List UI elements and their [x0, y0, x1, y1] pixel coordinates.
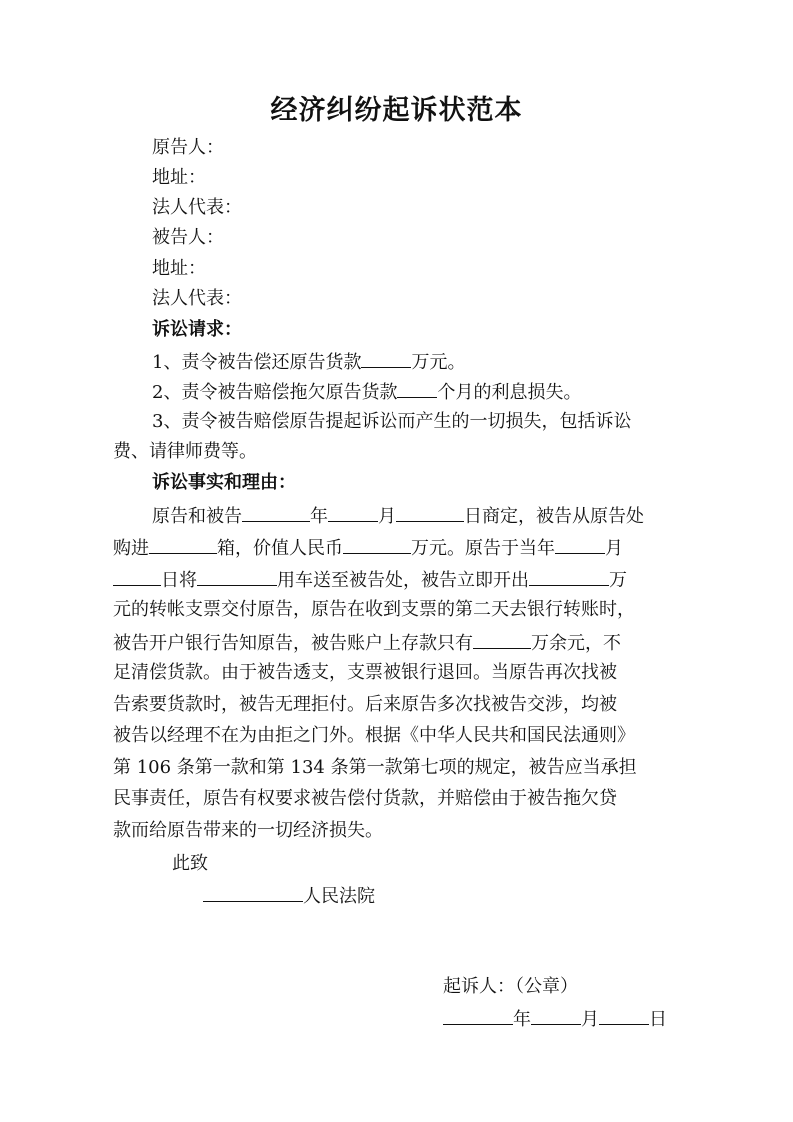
court-line — [203, 883, 375, 909]
date-year: 年 — [513, 1009, 531, 1030]
claim-item-1 — [152, 349, 465, 375]
plaintiff-label: 原告人： — [152, 137, 224, 158]
facts-line-11: 款而给原告带来的一切经济损失。 — [113, 820, 383, 841]
claim-item-2 — [152, 379, 581, 405]
claim-item-3-line1: 3、责令被告赔偿原告提起诉讼而产生的一切损失，包括诉讼 — [152, 411, 632, 432]
facts-text: 原告和被告 — [152, 506, 242, 527]
blank-field — [361, 349, 411, 368]
facts-text: 月 — [605, 538, 623, 559]
facts-text: 万 — [609, 570, 627, 591]
signer-label: 起诉人：（公章） — [443, 976, 578, 997]
claim-1-unit: 万元。 — [411, 352, 466, 373]
facts-text: 箱，价值人民币 — [217, 538, 343, 559]
facts-line-10: 民事责任，原告有权要求被告偿付货款，并赔偿由于被告拖欠贷 — [113, 788, 617, 809]
facts-text: 日将 — [161, 570, 197, 591]
page-title: 经济纠纷起诉状范本 — [270, 95, 523, 126]
date-day: 日 — [649, 1009, 667, 1030]
blank-field — [531, 1006, 581, 1025]
blank-field — [203, 883, 303, 902]
facts-text: 被告开户银行告知原告，被告账户上存款只有 — [113, 633, 473, 654]
facts-text: 万余元，不 — [531, 633, 621, 654]
claim-2-unit: 个月的利息损失。 — [437, 382, 582, 403]
facts-text: 日商定，被告从原告处 — [464, 506, 644, 527]
blank-field — [599, 1006, 649, 1025]
facts-heading: 诉讼事实和理由： — [152, 472, 296, 493]
blank-field — [197, 567, 277, 586]
date-month: 月 — [581, 1009, 599, 1030]
blank-field — [473, 630, 531, 649]
facts-line-3 — [113, 567, 627, 593]
facts-line-9: 第 106 条第一款和第 134 条第一款第七项的规定，被告应当承担 — [113, 757, 637, 778]
claims-heading: 诉讼请求： — [152, 319, 242, 340]
date-line — [443, 1006, 667, 1032]
blank-field — [529, 567, 609, 586]
facts-line-5 — [113, 630, 621, 656]
plaintiff-address-label: 地址： — [152, 167, 206, 188]
claim-1-text: 1、责令被告偿还原告货款 — [152, 352, 362, 373]
facts-text: 万元。原告于当年 — [411, 538, 555, 559]
facts-line-4: 元的转帐支票交付原告，原告在收到支票的第二天去银行转账时， — [113, 599, 635, 620]
defendant-rep-label: 法人代表： — [152, 288, 242, 309]
blank-field — [242, 503, 310, 522]
blank-field — [328, 503, 378, 522]
court-name: 人民法院 — [303, 886, 375, 907]
blank-field — [555, 535, 605, 554]
facts-line-2 — [113, 535, 623, 561]
blank-field — [343, 535, 411, 554]
claim-item-3-line2: 费、请律师费等。 — [113, 441, 257, 462]
facts-line-6: 足清偿货款。由于被告透支，支票被银行退回。当原告再次找被 — [113, 662, 617, 683]
facts-line-1 — [152, 503, 644, 529]
blank-field — [113, 567, 161, 586]
facts-text: 用车送至被告处，被告立即开出 — [277, 570, 529, 591]
defendant-address-label: 地址： — [152, 258, 206, 279]
salutation: 此致 — [172, 853, 208, 874]
facts-line-8: 被告以经理不在为由拒之门外。根据《中华人民共和国民法通则》 — [113, 725, 635, 746]
blank-field — [397, 379, 437, 398]
claim-2-text: 2、责令被告赔偿拖欠原告货款 — [152, 382, 398, 403]
facts-text: 购进 — [113, 538, 149, 559]
blank-field — [149, 535, 217, 554]
plaintiff-rep-label: 法人代表： — [152, 197, 242, 218]
blank-field — [396, 503, 464, 522]
facts-text: 月 — [378, 506, 396, 527]
defendant-label: 被告人： — [152, 227, 224, 248]
facts-text: 年 — [310, 506, 328, 527]
facts-line-7: 告索要货款时，被告无理拒付。后来原告多次找被告交涉，均被 — [113, 694, 617, 715]
blank-field — [443, 1006, 513, 1025]
